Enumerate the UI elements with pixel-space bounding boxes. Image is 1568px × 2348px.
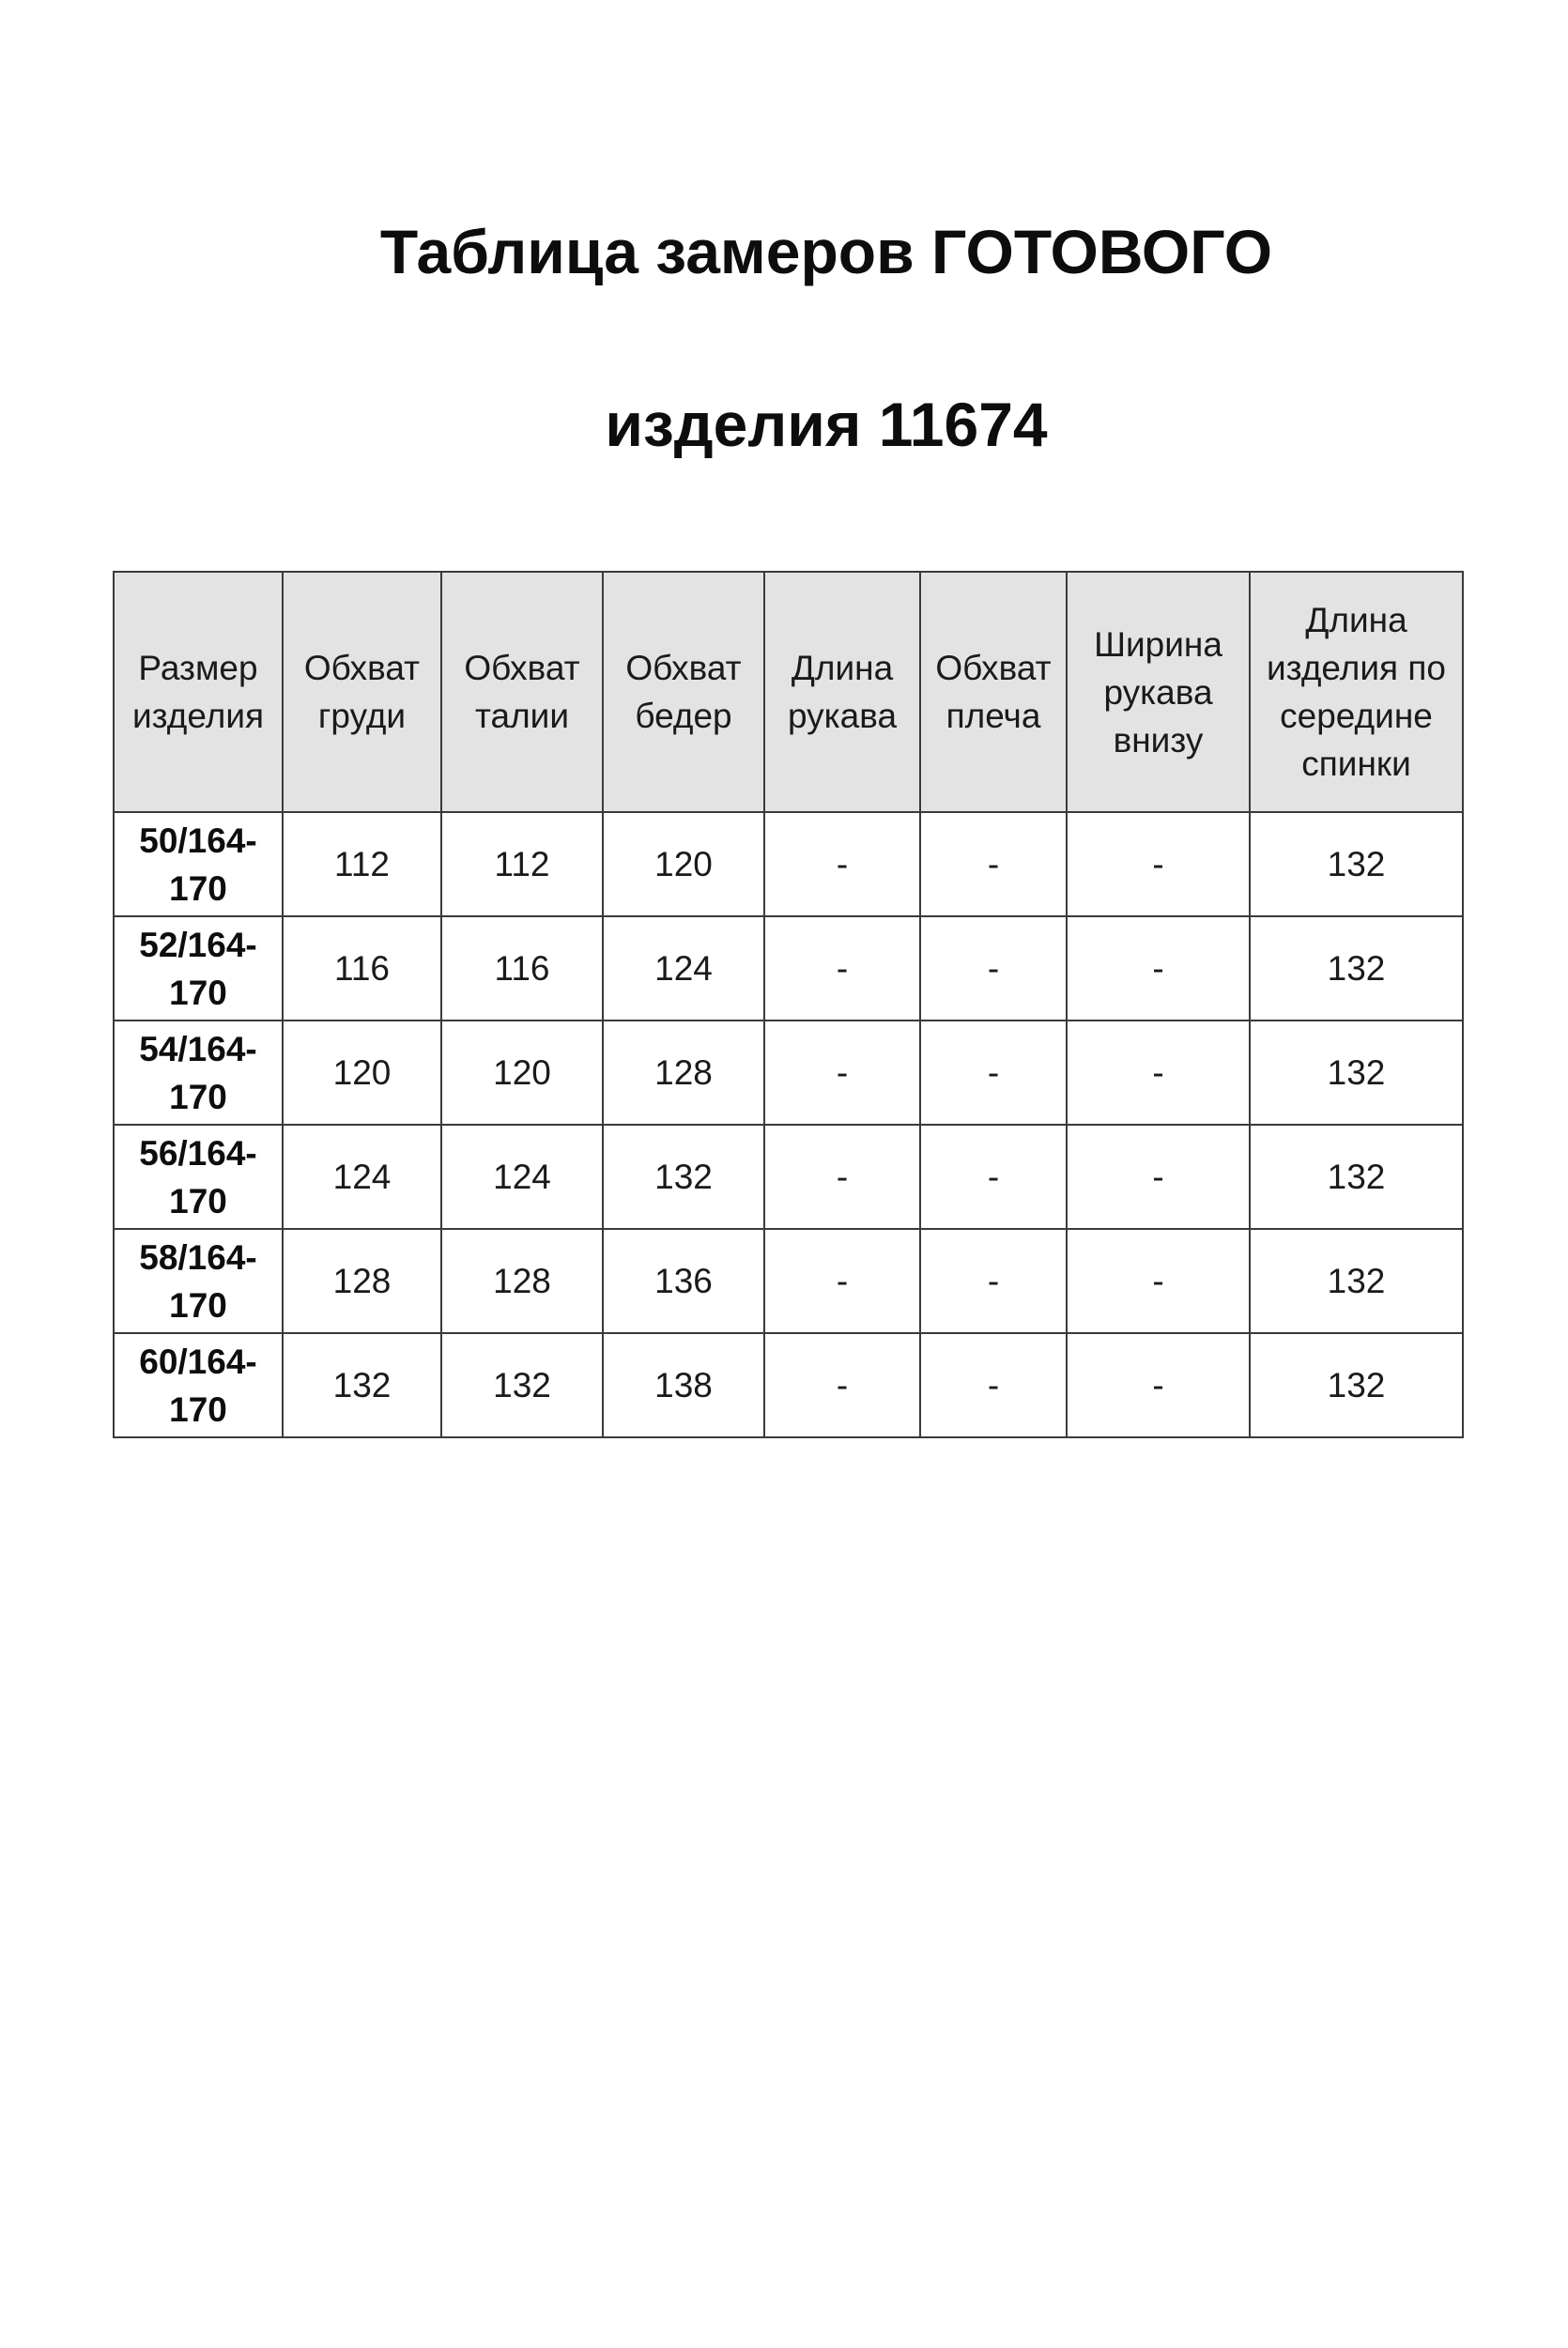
waist-cell: 120 [441,1021,603,1125]
size-cell: 60/164-170 [114,1333,283,1437]
waist-cell: 132 [441,1333,603,1437]
sleeve-width-cell: - [1067,1333,1250,1437]
waist-cell: 128 [441,1229,603,1333]
shoulder-girth-cell: - [920,812,1067,916]
sleeve-length-cell: - [764,916,920,1021]
shoulder-girth-cell: - [920,916,1067,1021]
size-cell: 54/164-170 [114,1021,283,1125]
back-length-cell: 132 [1250,1333,1463,1437]
waist-cell: 116 [441,916,603,1021]
hips-cell: 120 [603,812,764,916]
hips-cell: 128 [603,1021,764,1125]
chest-cell: 128 [283,1229,441,1333]
back-length-cell: 132 [1250,916,1463,1021]
header-back-length: Длина изделия по середине спинки [1250,572,1463,812]
chest-cell: 112 [283,812,441,916]
chest-cell: 116 [283,916,441,1021]
hips-cell: 136 [603,1229,764,1333]
sleeve-width-cell: - [1067,1021,1250,1125]
size-cell: 58/164-170 [114,1229,283,1333]
table-row [114,1333,1463,1437]
page-title-line-2: изделия 11674 [605,390,1048,459]
size-cell: 50/164-170 [114,812,283,916]
header-sleeve-length: Длина рукава [764,572,920,812]
header-size: Размер изделия [114,572,283,812]
hips-cell: 138 [603,1333,764,1437]
table-row [114,1125,1463,1229]
header-shoulder-girth: Обхват плеча [920,572,1067,812]
back-length-cell: 132 [1250,1229,1463,1333]
table-row [114,812,1463,916]
chest-cell: 124 [283,1125,441,1229]
sleeve-length-cell: - [764,812,920,916]
shoulder-girth-cell: - [920,1333,1067,1437]
waist-cell: 124 [441,1125,603,1229]
sleeve-length-cell: - [764,1125,920,1229]
back-length-cell: 132 [1250,812,1463,916]
sleeve-length-cell: - [764,1229,920,1333]
shoulder-girth-cell: - [920,1229,1067,1333]
sleeve-length-cell: - [764,1021,920,1125]
chest-cell: 120 [283,1021,441,1125]
sleeve-length-cell: - [764,1333,920,1437]
sleeve-width-cell: - [1067,1229,1250,1333]
hips-cell: 124 [603,916,764,1021]
hips-cell: 132 [603,1125,764,1229]
back-length-cell: 132 [1250,1021,1463,1125]
table-row [114,1021,1463,1125]
size-cell: 52/164-170 [114,916,283,1021]
sleeve-width-cell: - [1067,1125,1250,1229]
size-chart-table [113,571,1464,1438]
header-chest: Обхват груди [283,572,441,812]
header-hips: Обхват бедер [603,572,764,812]
waist-cell: 112 [441,812,603,916]
header-waist: Обхват талии [441,572,603,812]
back-length-cell: 132 [1250,1125,1463,1229]
sleeve-width-cell: - [1067,812,1250,916]
table-row [114,916,1463,1021]
sleeve-width-cell: - [1067,916,1250,1021]
table-header-row [114,572,1463,812]
size-cell: 56/164-170 [114,1125,283,1229]
shoulder-girth-cell: - [920,1021,1067,1125]
chest-cell: 132 [283,1333,441,1437]
header-sleeve-width: Ширина рукава внизу [1067,572,1250,812]
table-row [114,1229,1463,1333]
shoulder-girth-cell: - [920,1125,1067,1229]
page-title-line-1: Таблица замеров ГОТОВОГО [379,217,1273,286]
